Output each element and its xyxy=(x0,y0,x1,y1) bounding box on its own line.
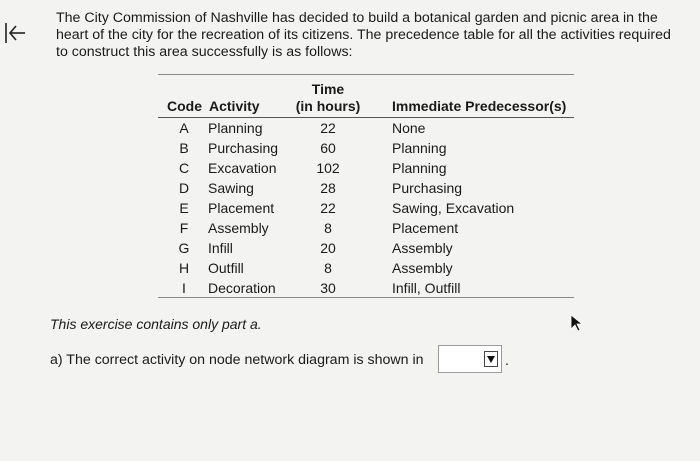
cell-predecessor: Assembly xyxy=(392,260,453,276)
cell-predecessor: Sawing, Excavation xyxy=(392,200,515,216)
cell-predecessor: Infill, Outfill xyxy=(392,280,461,296)
table-row xyxy=(158,238,574,258)
cell-code: E xyxy=(179,200,189,216)
cell-code: C xyxy=(178,160,190,176)
cell-time: 8 xyxy=(324,260,332,276)
header-time xyxy=(293,81,363,115)
cell-time: 30 xyxy=(320,280,336,296)
problem-statement: The City Commission of Nashville has decided to build a botanical garden and picnic area in the heart of the city for the recreation of its citizens. The precedence table for all the activities required to construct this area successfully is as follows: xyxy=(56,10,671,60)
cell-code: H xyxy=(178,260,190,276)
cell-time: 20 xyxy=(320,240,336,256)
table-row xyxy=(158,158,574,178)
header-code: Code xyxy=(167,98,202,114)
cell-code: A xyxy=(179,120,189,136)
question-text: a) The correct activity on node network diagram is shown in xyxy=(50,352,424,368)
table-row xyxy=(158,118,574,138)
header-predecessor: Immediate Predecessor(s) xyxy=(392,98,567,114)
cell-time: 102 xyxy=(316,160,340,176)
header-time-line1: Time xyxy=(311,81,345,97)
cell-activity: Infill xyxy=(208,240,233,256)
cell-time: 22 xyxy=(320,200,336,216)
header-time-line2: (in hours) xyxy=(295,98,361,114)
chevron-down-icon[interactable] xyxy=(484,351,498,367)
cell-activity: Planning xyxy=(208,120,263,136)
cell-code: I xyxy=(182,280,186,296)
cell-predecessor: Purchasing xyxy=(392,180,463,196)
cell-time: 60 xyxy=(320,140,336,156)
table-bottom-rule xyxy=(158,297,574,298)
table-row xyxy=(158,198,574,218)
header-activity: Activity xyxy=(209,98,260,114)
table-row xyxy=(158,218,574,238)
sentence-period: . xyxy=(505,352,509,368)
exercise-note: This exercise contains only part a. xyxy=(50,316,262,332)
cell-activity: Assembly xyxy=(208,220,269,236)
cell-code: G xyxy=(178,240,190,256)
cell-activity: Outfill xyxy=(208,260,244,276)
cell-predecessor: None xyxy=(392,120,426,136)
answer-dropdown[interactable] xyxy=(438,345,502,373)
cell-predecessor: Planning xyxy=(392,140,447,156)
table-row xyxy=(158,258,574,278)
mouse-cursor-icon xyxy=(570,314,584,332)
cell-activity: Placement xyxy=(208,200,275,216)
cell-activity: Excavation xyxy=(208,160,277,176)
cell-time: 22 xyxy=(320,120,336,136)
cell-predecessor: Assembly xyxy=(392,240,453,256)
cell-activity: Decoration xyxy=(208,280,276,296)
cell-time: 28 xyxy=(320,180,336,196)
cell-activity: Sawing xyxy=(208,180,254,196)
cell-time: 8 xyxy=(324,220,332,236)
cell-predecessor: Placement xyxy=(392,220,459,236)
cell-code: D xyxy=(178,180,190,196)
cell-code: B xyxy=(179,140,189,156)
cell-predecessor: Planning xyxy=(392,160,447,176)
collapse-left-icon[interactable] xyxy=(2,20,28,46)
table-row xyxy=(158,178,574,198)
cell-code: F xyxy=(179,220,189,236)
cell-activity: Purchasing xyxy=(208,140,279,156)
table-row xyxy=(158,278,574,298)
table-top-rule xyxy=(158,74,574,75)
table-row xyxy=(158,138,574,158)
